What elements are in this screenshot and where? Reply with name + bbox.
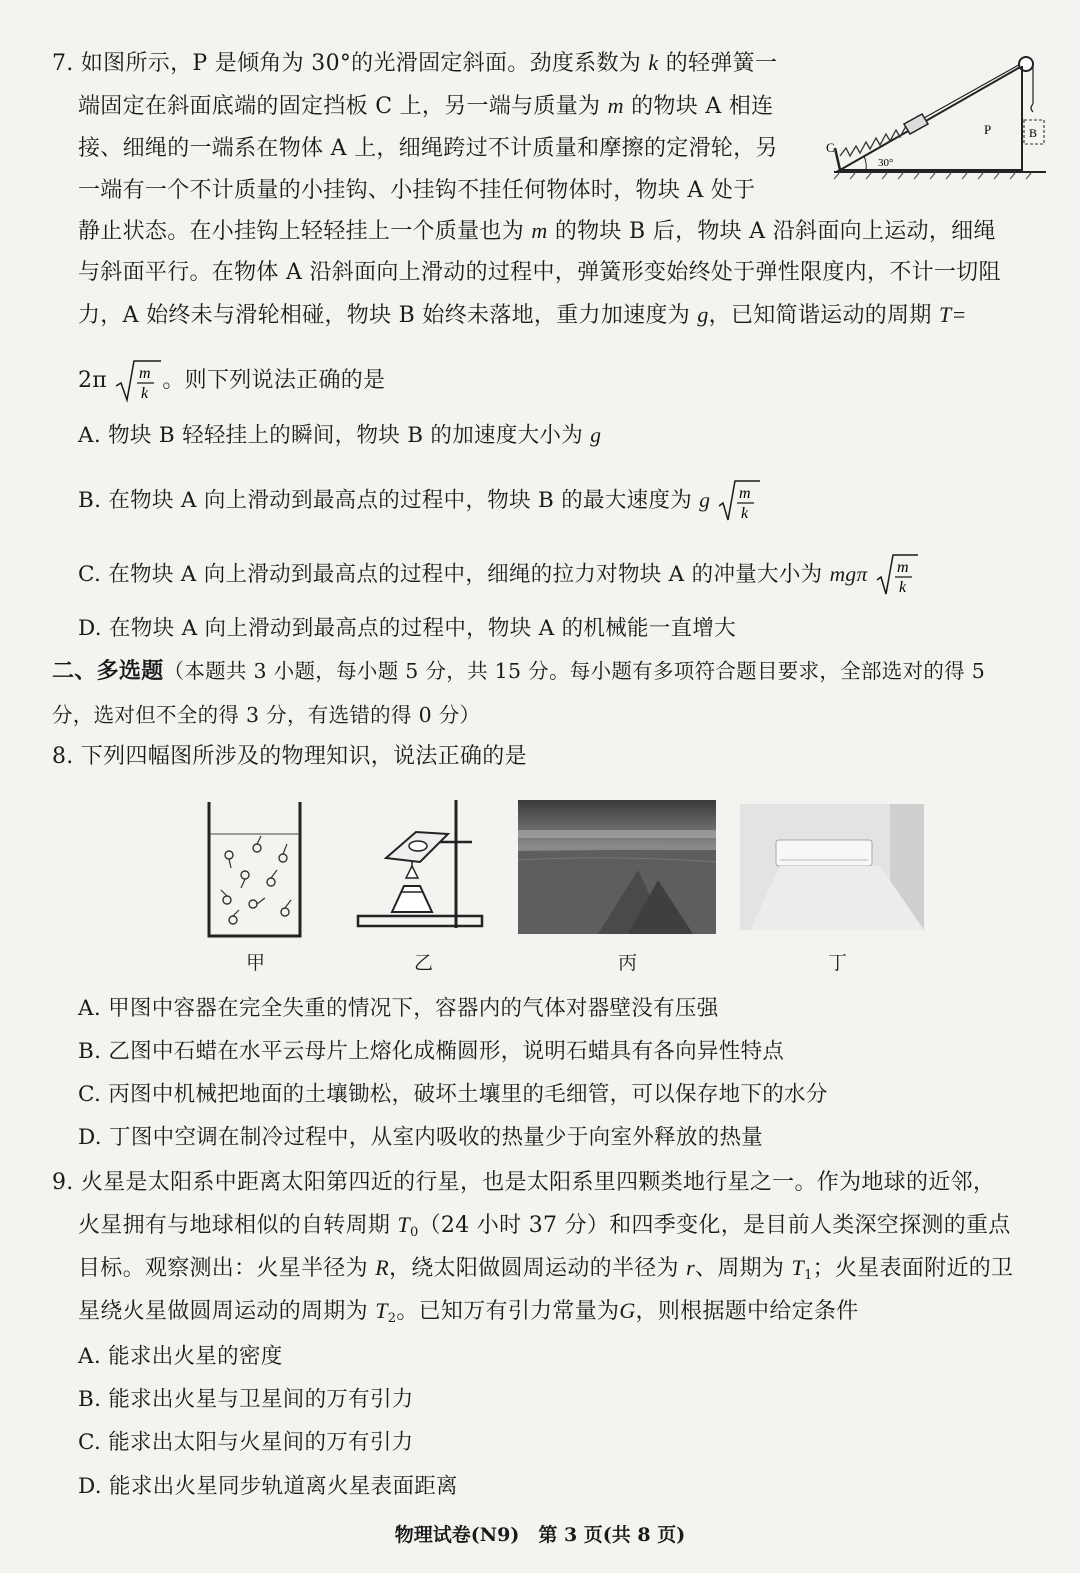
q8-option-c: C. 丙图中机械把地面的土壤锄松，破坏土壤里的毛细管，可以保存地下的水分 xyxy=(78,1082,828,1107)
svg-text:k: k xyxy=(898,579,907,596)
q7-option-a: A. 物块 B 轻轻挂上的瞬间，物块 B 的加速度大小为 g xyxy=(78,423,602,448)
q9-line-1: 9. 火星是太阳系中距离太阳第四近的行星，也是太阳系里四颗类地行星之一。作为地球的近邻， xyxy=(52,1170,996,1195)
label-angle: 30° xyxy=(878,157,894,169)
q9-option-c: C. 能求出太阳与火星间的万有引力 xyxy=(78,1430,414,1455)
q7-line-3: 接、细绳的一端系在物体 A 上，细绳跨过不计质量和摩擦的定滑轮，另 xyxy=(78,136,778,161)
q9-line-4: 星绕火星做圆周运动的周期为 $T_2$。已知万有引力常量为G，则根据题中给定条件 xyxy=(78,1298,859,1326)
figure-ding-air-conditioner-photo xyxy=(740,804,924,930)
caption-jia: 甲 xyxy=(246,952,266,974)
option-c-sqrt xyxy=(875,552,919,598)
label-p: P xyxy=(984,122,992,137)
section2-desc: 分，选对但不全的得 3 分，有选错的得 0 分） xyxy=(52,703,481,727)
q9-line-3: 目标。观察测出：火星半径为 R，绕太阳做圆周运动的半径为 r、周期为 $T_1$；火星表面附近的卫 xyxy=(78,1255,1014,1283)
option-b-sqrt xyxy=(717,478,761,524)
q8-option-d: D. 丁图中空调在制冷过程中，从室内吸收的热量少于向室外释放的热量 xyxy=(78,1125,764,1150)
q7-line-8: 2π m k 。则下列说法正确的是 xyxy=(78,358,385,404)
figure-yi-mica-wax xyxy=(356,800,486,935)
section2-header: 二、多选题（本题共 3 小题，每小题 5 分，共 15 分。每小题有多项符合题目要求，全部选对的得 5 xyxy=(52,659,986,684)
figure-bing-tilled-soil-photo xyxy=(518,800,716,934)
caption-ding: 丁 xyxy=(828,952,848,974)
q7-line-1: 7. 如图所示，P 是倾角为 30°的光滑固定斜面。劲度系数为 k 的轻弹簧一 xyxy=(52,50,778,76)
label-c: C xyxy=(826,140,835,155)
svg-text:m: m xyxy=(896,559,909,576)
q7-line-7: 力，A 始终未与滑轮相碰，物块 B 始终未落地，重力加速度为 g，已知简谐运动的周期 T= xyxy=(78,302,967,328)
q8-stem: 8. 下列四幅图所涉及的物理知识，说法正确的是 xyxy=(52,744,527,769)
q9-option-a: A. 能求出火星的密度 xyxy=(78,1344,283,1369)
svg-text:k: k xyxy=(741,505,749,522)
q7-option-c: C. 在物块 A 向上滑动到最高点的过程中，细绳的拉力对物块 A 的冲量大小为 mgπ m k xyxy=(78,552,919,598)
q7-option-d: D. 在物块 A 向上滑动到最高点的过程中，物块 A 的机械能一直增大 xyxy=(78,616,737,641)
q9-line-2: 火星拥有与地球相似的自转周期 $T_0(24$ 小时 37 分）和四季变化，是目前人类深空探测的重点 xyxy=(78,1212,1011,1240)
caption-yi: 乙 xyxy=(414,952,434,974)
caption-bing: 丙 xyxy=(618,952,638,974)
q8-option-a: A. 甲图中容器在完全失重的情况下，容器内的气体对器壁没有压强 xyxy=(78,996,719,1021)
q7-line-6: 与斜面平行。在物体 A 沿斜面向上滑动的过程中，弹簧形变始终处于弹性限度内，不计一切阻 xyxy=(78,260,1001,285)
frac-den: k xyxy=(141,385,149,402)
figure-jia-gas-container xyxy=(205,800,305,940)
incline-figure xyxy=(826,52,1048,182)
q7-line-2: 端固定在斜面底端的固定挡板 C 上，另一端与质量为 m 的物块 A 相连 xyxy=(78,93,774,119)
q7-line-4: 一端有一个不计质量的小挂钩、小挂钩不挂任何物体时，物块 A 处于 xyxy=(78,178,756,203)
period-formula-sqrt xyxy=(114,358,162,404)
q9-option-d: D. 能求出火星同步轨道离火星表面距离 xyxy=(78,1474,458,1499)
page-footer: 物理试卷(N9) 第 3 页(共 8 页) xyxy=(394,1524,686,1546)
q8-option-b: B. 乙图中石蜡在水平云母片上熔化成椭圆形，说明石蜡具有各向异性特点 xyxy=(78,1039,785,1064)
q7-option-b: B. 在物块 A 向上滑动到最高点的过程中，物块 B 的最大速度为 g m k xyxy=(78,478,761,524)
svg-text:m: m xyxy=(739,485,752,502)
frac-num: m xyxy=(139,365,152,382)
q9-option-b: B. 能求出火星与卫星间的万有引力 xyxy=(78,1387,414,1412)
label-b: B xyxy=(1029,126,1038,140)
q7-line-5: 静止状态。在小挂钩上轻轻挂上一个质量也为 m 的物块 B 后，物块 A 沿斜面向上运动，细绳 xyxy=(78,218,996,244)
